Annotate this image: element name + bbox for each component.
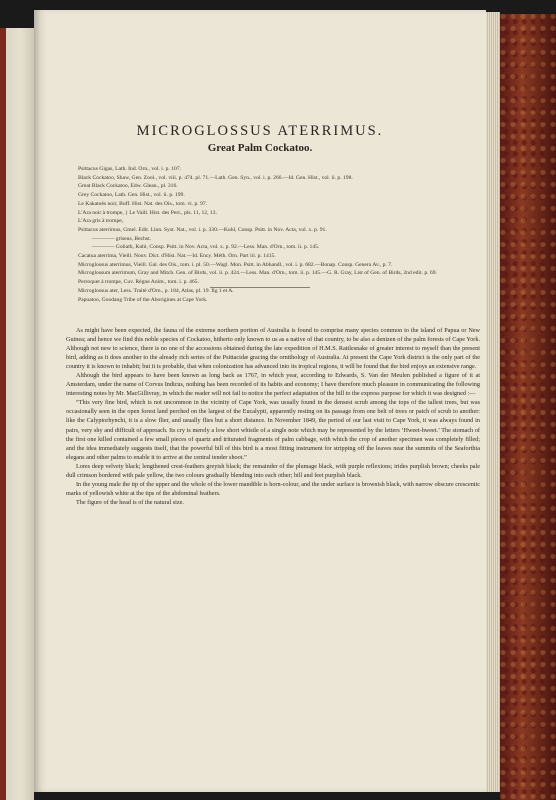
synonym-entry: Psittacus Gigas, Lath. Ind. Orn., vol. i. p. 107. [78, 166, 182, 172]
synonym-entry: Black Cockatoo, Shaw, Gen. Zool., vol. viii. p. 474. pl. 71.—Lath. Gen. Syn., vol. i. p. 266.—Id. Gen. Hist., vol. ii. p. 198. [78, 174, 353, 181]
synonym-entry: Microglossus aterrimus, Vieill. Gal. des Ois., tom. i. pl. 50.—Wagl. Mon. Psitt. in Abhandl., vol. i. p. 682.—Bonap. Consp. Genera Av., p. 7. [78, 261, 393, 268]
synonym-entry: Cacatua aterrima, Vieill. Nouv. Dict. d'Hist. Nat.—Id. Ency. Méth. Orn. Part iii. p. 1415. [78, 253, 276, 260]
synonym-entry: Microglossus ater, Less. Traité d'Orn., p. 184, Atlas, pl. 19. fig 1 et A. [78, 287, 234, 294]
paragraph: “This very fine bird, which is not uncommon in the vicinity of Cape York, was usually found in the densest scrub among the tops of the tallest trees, but was occasionally seen in the open forest land perched on the largest of the Eucalypti, apparently resting on its passage from one belt of trees or patch of scrub to another: like the Calyptorhynchi, it is a slow flier, and usually flies but a short distance. In November 1849, the period of our last visit to Cape York, it was always found in pairs, very shy and difficult of approach. Its cry is merely a low short whistle of a single note which may be represented by the letters ‘Hweet-hweet.’ The stomach of the first one killed contained a few small pieces of quartz and triturated fragments of palm cabbage, with which the crop of another specimen was completely filled; and the idea immediately suggests itself, that the powerful bill of this bird is a most fitting instrument for stripping off the leaves near the summits of the Seaforthia elegans and other palms to enable it to arrive at the central tender shoot.” [66, 399, 480, 461]
paragraph: In the young male the tip of the upper and the whole of the lower mandible is horn-colour, and the under surface is brownish black, with narrow obscure crescentic marks of yellowish white at the tips of the abdominal feathers. [66, 480, 480, 497]
synonym-entry: L'Ara noir à trompe, } Le Vaill. Hist. des Perr., pls. 11, 12, 13. [78, 209, 217, 216]
binding [0, 28, 6, 800]
synonym-entry: L'Ara gris à trompe, [78, 218, 124, 225]
page-edges [486, 12, 500, 792]
synonym-entry: Great Black Cockatoo, Edw. Glean., pl. 316. [78, 183, 178, 190]
synonym-entry: Le Kakatoès noir, Buff. Hist. Nat. des Ois., tom. vi. p. 97. [78, 200, 208, 207]
body-text [66, 326, 480, 507]
page-subtitle: Great Palm Cockatoo. [207, 142, 313, 154]
paragraph: As might have been expected, the fauna of the extreme northern portion of Australia is found to comprise many species common to the island of Papua or New Guinea; and hence we find this noble species of Cockatoo, hitherto only known to us as a native of that country, to be also a denizen of the palm forests of Cape York. Although not new to science, there is no one of the accessions obtained during the late expedition of H.M.S. Rattlesnake of greater interest to myself than the present bird, adding as it does another to the already rich series of the Psittacidæ gracing the ornithology of Australia. At present the Cape York district is the only part of the country it is known to inhabit; but it is probable, that when colonization has advanced into its tropical regions, it will be found that the bird enjoys an extensive range. [66, 327, 480, 371]
paragraph: Lores deep velvety black; lengthened crest-feathers greyish black; the remainder of the plumage black, with purple reflexions; irides purplish brown; cheeks pale dull crimson bordered with pale yellow, the two colours gradually blending into each other; bill and feet purplish black. [66, 462, 480, 479]
synonym-entry: ———— Goliath, Kuhl, Consp. Psitt. in Nov. Acta, vol. x. p. 92.—Less. Man. d'Orn., tom. ii. p. 145. [92, 244, 320, 251]
synonym-entry: Grey Cockatoo, Lath. Gen. Hist., vol. ii. p. 199. [78, 192, 185, 199]
synonym-entry: Psittacus aterrimus, Gmel. Edit. Linn. Syst. Nat., vol. i. p. 330.—Kuhl, Consp. Psitt. in Nov. Acta, vol. x. p. 91. [78, 226, 327, 233]
synonym-entry: Microglossum aterrimum, Gray and Mitch. Gen. of Birds, vol. ii. p. 424.—Less. Man. d'Orn., tom. ii. p. 145.—G. R. Gray, List of Gen. of Birds, 2nd edit. p. 69. [78, 270, 437, 277]
page-title: MICROGLOSSUS ATERRIMUS. [136, 123, 384, 139]
paragraph: Although the bird appears to have been known as long back as 1767, in which year, according to Edwards, S. Van der Meulen published a figure of it at Amsterdam, under the name of Corvus Indicus, nothing has been recorded of its habits and economy; I have therefore much pleasure in communicating the following interesting notes by Mr. MacGillivray, in which the reader will not fail to notice the perfect adaptation of the bill to the express purpose for which it was designed :— [66, 372, 480, 398]
synonym-entry: Perroquet à trompe, Cuv. Règne Anim., tom. i. p. 465. [78, 279, 199, 286]
synonym-entry: Papuatoo, Goodang Tribe of the Aborigines at Cape York. [78, 296, 208, 303]
marbled-cover [500, 14, 556, 800]
paragraph: The figure of the head is of the natural size. [76, 498, 184, 506]
synonymy-list [78, 165, 478, 304]
synonym-entry: ———— griseus, Bechst. [92, 235, 152, 242]
section-divider [210, 287, 310, 288]
